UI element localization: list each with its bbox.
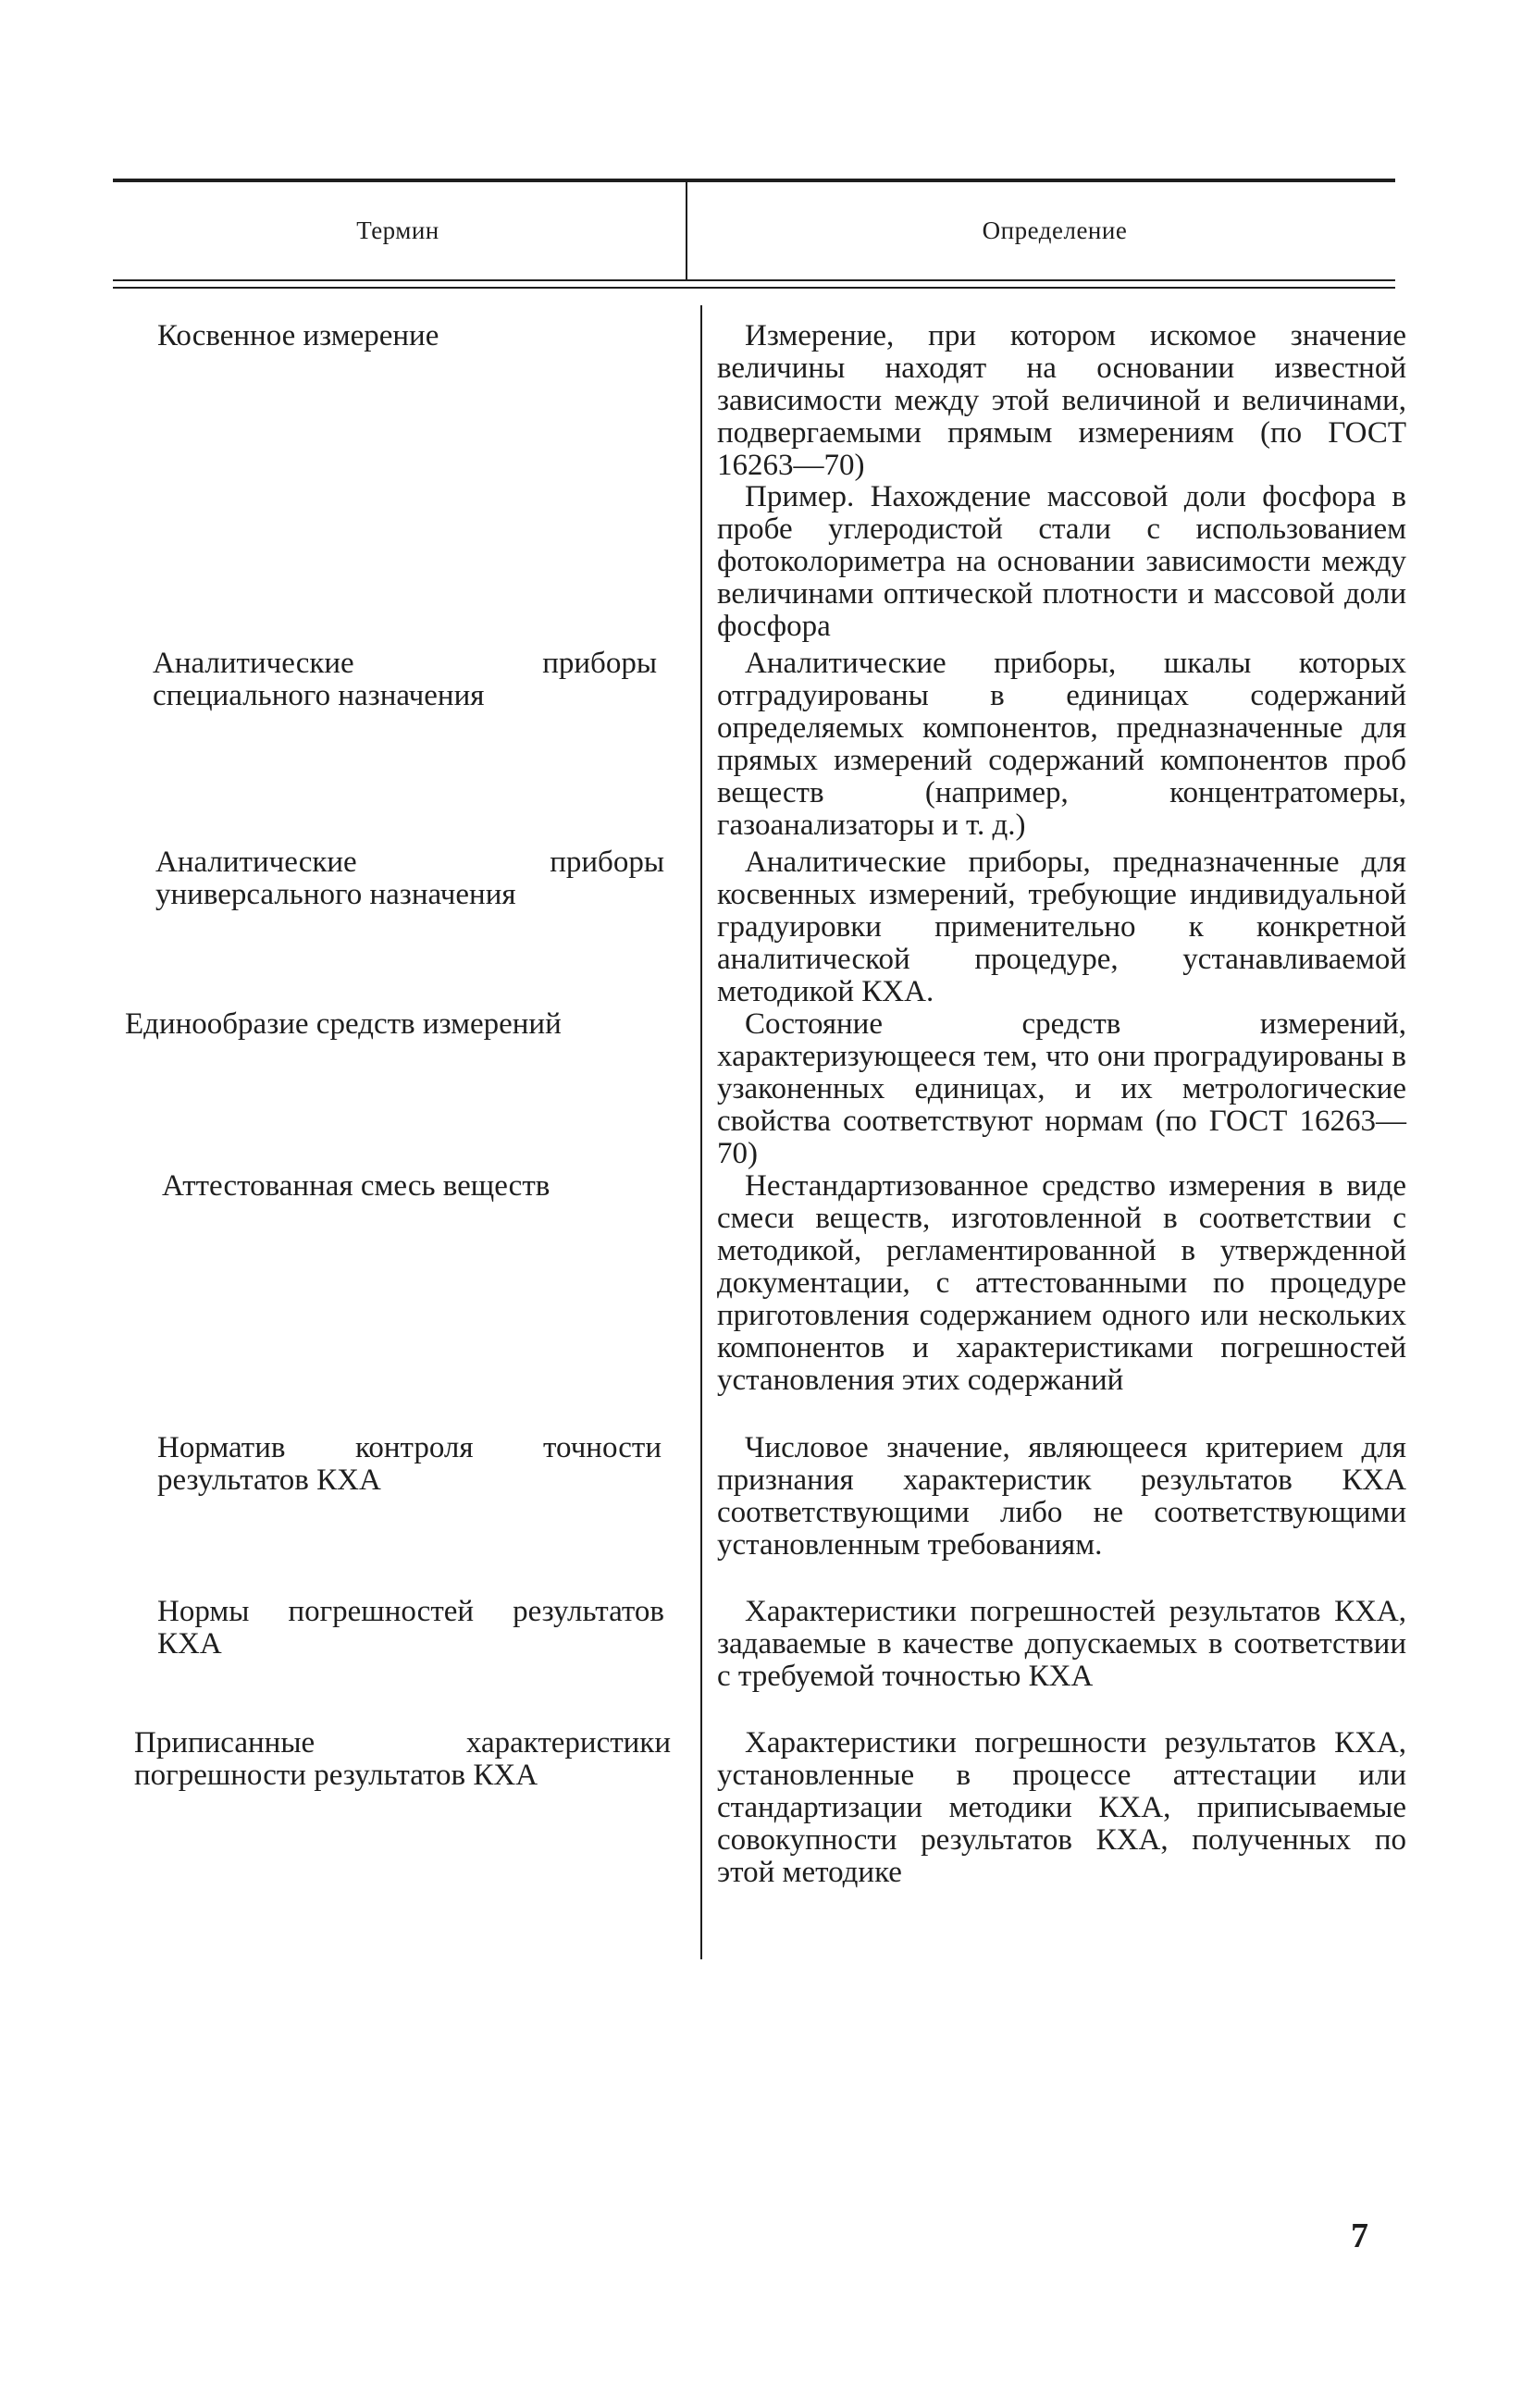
term-cell: Единообразие средств измерений: [125, 1007, 562, 1041]
term-cell: Косвенное измерение: [157, 319, 439, 352]
definition-cell: Нестандартизованное средство измерения в виде смеси веществ, изготовленной в соответствии с методикой, регламентированной в утвержденной документации, с аттестованными по процедуре приготовления содержанием одного или нескольких компонентов и характеристиками погрешностей установления этих содержаний: [717, 1169, 1406, 1397]
term-cell: Аналитические приборы универсального назначения: [155, 846, 664, 911]
term-cell: Норматив контроля точности результатов КХА: [157, 1431, 662, 1497]
body-column-divider: [700, 305, 702, 1959]
definition-cell: Состояние средств измерений, характеризующееся тем, что они проградуированы в узаконенных единицах, и их метрологические свойства соответствуют нормам (по ГОСТ 16263—70): [717, 1007, 1406, 1170]
definition-cell: Характеристики погрешности результатов КХА, установленные в процессе аттестации или стандартизации методики КХА, приписываемые совокупности результатов КХА, полученных по этой методике: [717, 1726, 1406, 1889]
header-column-divider: [686, 182, 687, 279]
column-header-term: Термин: [356, 216, 439, 244]
column-header-definition: Определение: [982, 216, 1128, 244]
header-bottom-rule: [113, 279, 1395, 281]
definition-example: Пример. Нахождение массовой доли фосфора в пробе углеродистой стали с использованием фотоколориметра на основании зависимости между величинами оптической плотности и массовой доли фосфора: [717, 480, 1406, 643]
definition-cell: Измерение, при котором искомое значение величины находят на основании известной зависимости между этой величиной и величинами, подвергаемыми прямым измерениям (по ГОСТ 16263—70): [717, 319, 1406, 482]
definition-cell: Характеристики погрешностей результатов КХА, задаваемые в качестве допускаемых в соответствии с требуемой точностью КХА: [717, 1595, 1406, 1693]
table-top-rule: [113, 179, 1395, 182]
term-cell: Нормы погрешностей результатов КХА: [157, 1595, 664, 1661]
definition-cell: Аналитические приборы, шкалы которых отградуированы в единицах содержаний определяемых компонентов, предназначенные для прямых измерений содержаний компонентов проб веществ (например, концентратомеры, газоанализаторы и т. д.): [717, 647, 1406, 842]
term-cell: Аттестованная смесь веществ: [162, 1169, 551, 1203]
definition-cell: Аналитические приборы, предназначенные для косвенных измерений, требующие индивидуальной градуировки применительно к конкретной аналитической процедуре, устанавливаемой методикой КХА.: [717, 846, 1406, 1008]
term-cell: Приписанные характеристики погрешности результатов КХА: [134, 1726, 671, 1792]
definition-cell: Числовое значение, являющееся критерием для признания характеристик результатов КХА соответствующими либо не соответствующими установленным требованиям.: [717, 1431, 1406, 1562]
header-bottom-rule-double: [113, 287, 1395, 289]
page-number: 7: [1351, 2217, 1368, 2255]
term-cell: Аналитические приборы специального назначения: [153, 647, 657, 712]
